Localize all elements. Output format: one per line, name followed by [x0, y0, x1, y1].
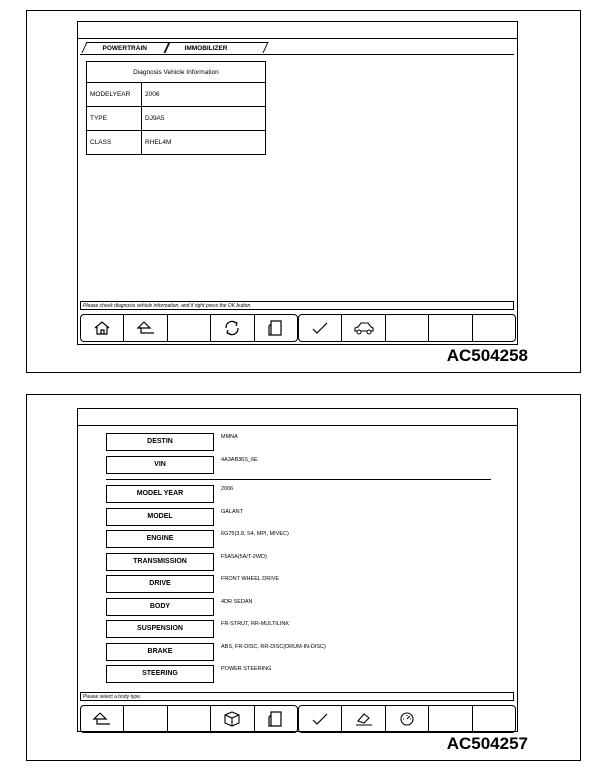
spec-button-suspension[interactable]: SUSPENSION [106, 620, 214, 638]
spec-value: GALANT [221, 508, 244, 515]
row-key: MODELYEAR [87, 83, 142, 107]
car-icon [353, 321, 375, 335]
gauge-icon [399, 711, 415, 727]
tab-immobilizer[interactable] [163, 42, 268, 53]
spec-button-body[interactable]: BODY [106, 598, 214, 616]
list-item [106, 528, 486, 551]
return-button[interactable] [124, 315, 167, 341]
scan-tool-screen-1 [77, 21, 518, 345]
return-icon [91, 711, 113, 727]
notepad-icon [268, 319, 284, 337]
spec-value: FRONT WHEEL DRIVE [221, 576, 280, 582]
table-row [87, 107, 266, 131]
vehicle-spec-list [106, 431, 486, 686]
spec-value: 6G75(3.8, S4, MPI, MIVEC) [221, 531, 289, 537]
list-item [106, 551, 486, 574]
spec-button-vin[interactable]: VIN [106, 456, 214, 474]
figure-label: AC504258 [446, 346, 528, 365]
divider [106, 479, 491, 480]
spec-button-transmission[interactable]: TRANSMISSION [106, 553, 214, 571]
tab-powertrain[interactable] [81, 42, 170, 53]
title-bar [78, 409, 517, 426]
gauge-button[interactable] [386, 706, 429, 732]
title-bar [78, 22, 517, 39]
spec-button-brake[interactable]: BRAKE [106, 643, 214, 661]
list-item [106, 641, 486, 664]
vehicle-info-header: Diagnosis Vehicle Information [87, 62, 266, 83]
vehicle-info-table [86, 61, 266, 155]
return-button[interactable] [81, 706, 124, 732]
spec-button-model[interactable]: MODEL [106, 508, 214, 526]
check-icon [311, 712, 329, 726]
list-item [106, 663, 486, 686]
function-key-empty[interactable] [168, 315, 211, 341]
spec-value: F5A5A(5A/T-2WD) [221, 553, 267, 560]
tab-powertrain-label: POWERTRAIN [102, 45, 147, 52]
spec-value: ABS, FR-DISC, RR-DISC(DRUM-IN-DISC) [221, 643, 326, 650]
figure-panel-2 [26, 394, 581, 761]
data-button[interactable] [211, 706, 254, 732]
tab-immobilizer-label: IMMOBILIZER [184, 45, 228, 52]
return-icon [135, 320, 157, 336]
spec-value: 4DR SEDAN [221, 598, 253, 605]
scan-tool-screen-2 [77, 408, 518, 732]
spec-value: 4A3AB36S_6E [221, 456, 258, 463]
home-button[interactable] [81, 315, 124, 341]
notepad-icon [268, 710, 284, 728]
spec-value: FR-STRUT, RR-MULTILINK [221, 621, 290, 627]
spec-button-model-year[interactable]: MODEL YEAR [106, 485, 214, 503]
function-key-empty[interactable] [168, 706, 211, 732]
function-key-empty[interactable] [124, 706, 167, 732]
status-message: Please select a body type. [80, 692, 514, 701]
status-message: Please check diagnosis vehicle information, and if right press the OK button. [80, 301, 514, 310]
clear-button[interactable] [342, 706, 385, 732]
table-row [87, 131, 266, 155]
figure-panel-1 [26, 10, 581, 373]
sync-icon [223, 319, 241, 337]
list-item [106, 483, 486, 506]
figure-label: AC504257 [446, 734, 528, 753]
vehicle-button[interactable] [342, 315, 385, 341]
notepad-button[interactable] [255, 315, 297, 341]
function-key-bar-right [298, 314, 516, 342]
function-key-bar-left [80, 314, 298, 342]
cube-icon [223, 710, 241, 728]
eraser-icon [354, 711, 374, 727]
function-key-empty[interactable] [473, 706, 515, 732]
row-value: 2006 [142, 83, 266, 107]
function-key-bar-left [80, 705, 298, 733]
row-key: CLASS [87, 131, 142, 155]
ok-button[interactable] [299, 706, 342, 732]
spec-value: POWER STEERING [221, 666, 272, 672]
function-key-empty[interactable] [429, 706, 472, 732]
list-item [106, 454, 486, 477]
list-item [106, 618, 486, 641]
list-item [106, 573, 486, 596]
row-value: RHEL4M [142, 131, 266, 155]
function-key-bar-right [298, 705, 516, 733]
table-row [87, 83, 266, 107]
notepad-button[interactable] [255, 706, 297, 732]
spec-value: 2006 [221, 486, 234, 492]
function-key-empty[interactable] [473, 315, 515, 341]
spec-button-engine[interactable]: ENGINE [106, 530, 214, 548]
sync-button[interactable] [211, 315, 254, 341]
function-key-empty[interactable] [429, 315, 472, 341]
spec-button-destin[interactable]: DESTIN [106, 433, 214, 451]
system-tabs [80, 42, 514, 55]
check-icon [311, 321, 329, 335]
list-item [106, 506, 486, 529]
spec-value: MMNA [221, 434, 238, 440]
ok-button[interactable] [299, 315, 342, 341]
function-key-empty[interactable] [386, 315, 429, 341]
spec-button-steering[interactable]: STEERING [106, 665, 214, 683]
row-value: DJ9A5 [142, 107, 266, 131]
home-icon [93, 320, 111, 336]
row-key: TYPE [87, 107, 142, 131]
spec-button-drive[interactable]: DRIVE [106, 575, 214, 593]
list-item [106, 431, 486, 454]
list-item [106, 596, 486, 619]
